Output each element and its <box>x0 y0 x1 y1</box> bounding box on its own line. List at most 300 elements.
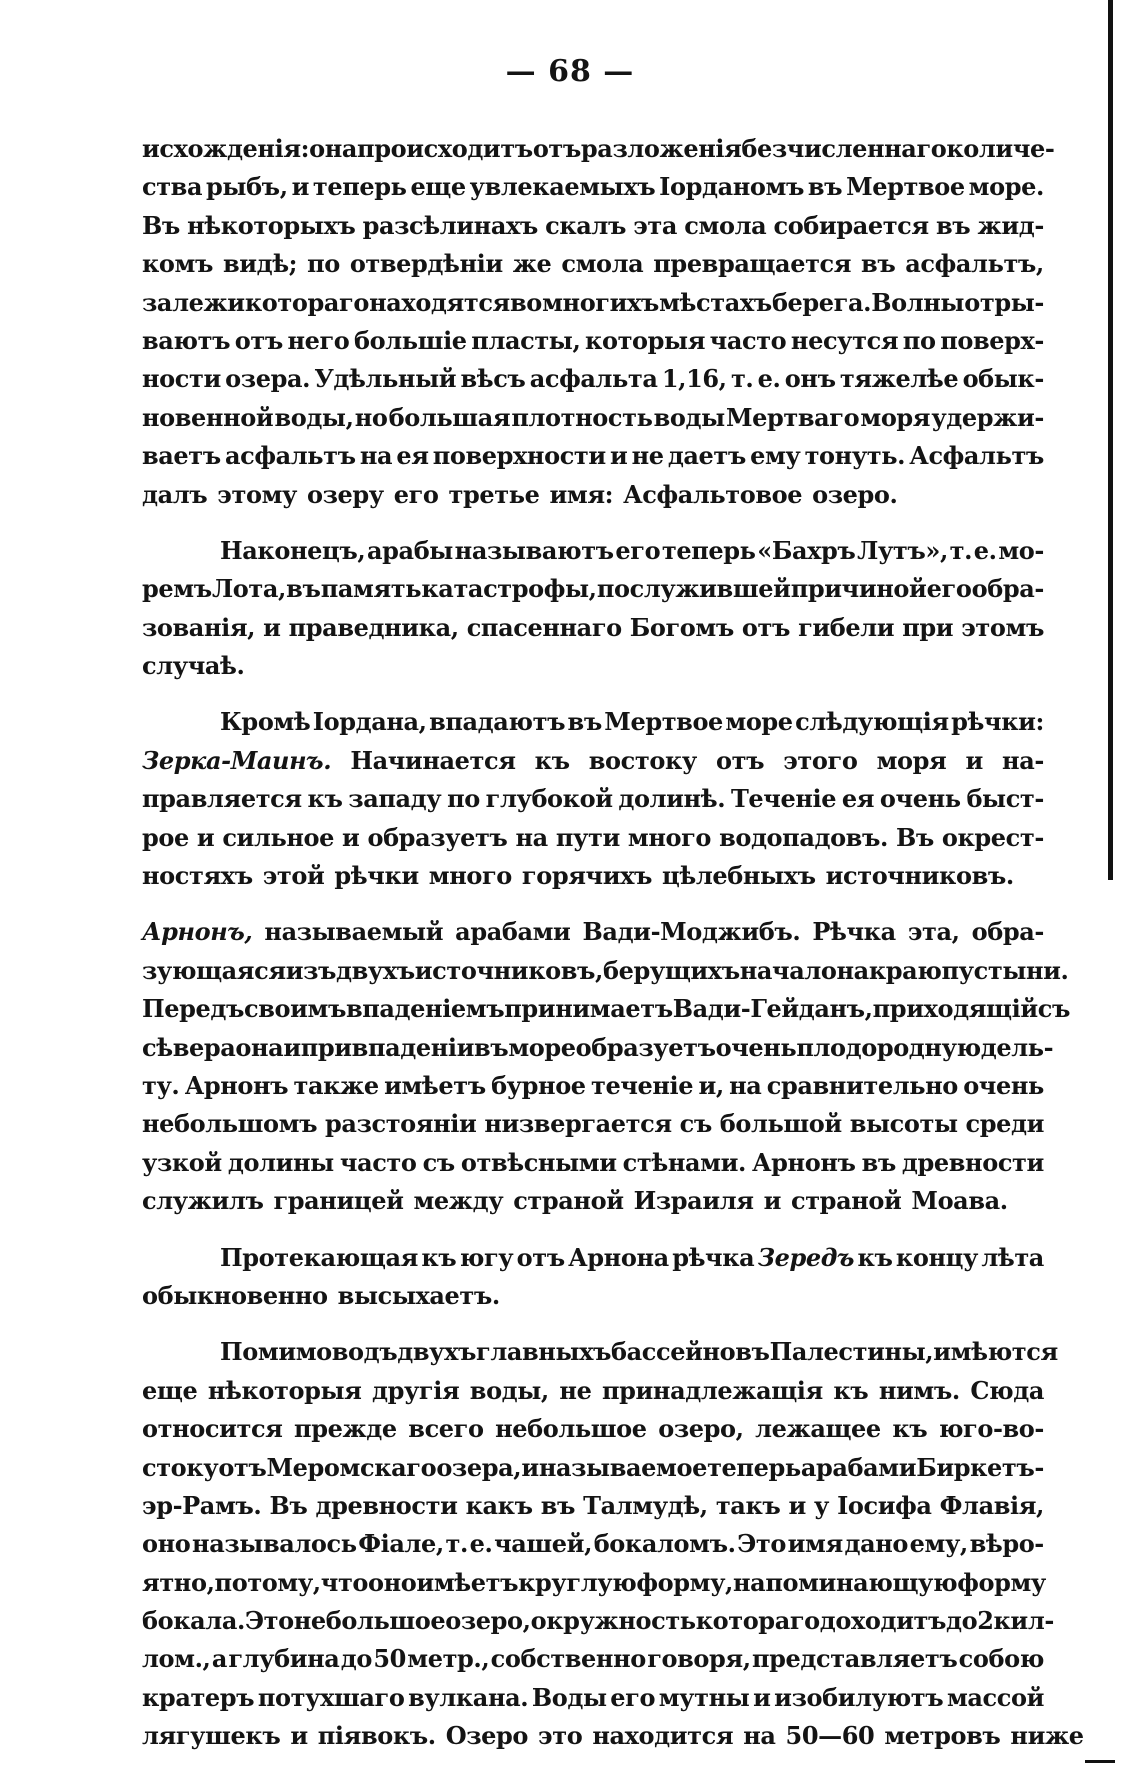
word: стоку <box>142 1452 219 1482</box>
word: низвергается <box>484 1109 672 1139</box>
word: и <box>342 822 360 852</box>
word: она <box>309 134 358 163</box>
text-line <box>142 1525 1044 1563</box>
word: дано <box>844 1529 908 1559</box>
word: Іосифа <box>837 1490 932 1520</box>
word: Озеро <box>445 1721 529 1751</box>
word: его <box>393 479 439 509</box>
text-line <box>142 476 1044 514</box>
word: сѣвера <box>142 1032 236 1062</box>
word: вѣро- <box>969 1529 1044 1559</box>
word: и, <box>698 1070 724 1100</box>
word: плодородную <box>796 1032 981 1062</box>
word: и <box>753 1682 771 1712</box>
word: древности <box>901 1147 1044 1177</box>
word: круглую <box>518 1567 637 1597</box>
word: по <box>447 784 480 814</box>
word: высыхаетъ. <box>337 1280 500 1310</box>
word: море <box>725 707 793 737</box>
word: источниковъ. <box>825 861 1014 891</box>
word: 2 <box>977 1606 994 1636</box>
word: несутся <box>790 325 899 355</box>
word: слѣдующія <box>795 707 949 737</box>
word: 50 <box>373 1644 406 1674</box>
word: бассейновъ <box>611 1337 770 1367</box>
word: моря <box>860 402 931 432</box>
word: Зерка-Маинъ. <box>142 745 332 775</box>
word: берущихъ <box>603 955 740 985</box>
word: къ <box>833 1375 869 1405</box>
word: впаденіи <box>351 1032 475 1062</box>
word: Мертваго <box>725 402 860 432</box>
word: Меромскаго <box>266 1452 437 1482</box>
text-line <box>142 1105 1044 1143</box>
word: часто <box>339 1147 417 1177</box>
word: до <box>945 1606 978 1636</box>
word: и <box>763 1186 781 1216</box>
word: Мертвое <box>604 707 723 737</box>
word: на <box>359 441 393 471</box>
word: всего <box>408 1414 484 1444</box>
word: прежде <box>294 1414 397 1444</box>
word: узкой <box>142 1147 222 1177</box>
word: въ <box>540 1490 576 1520</box>
word: его <box>610 1682 656 1712</box>
word: находится <box>592 1721 734 1751</box>
word: къ <box>534 745 570 775</box>
word: и <box>609 441 628 471</box>
word: многихъ <box>542 287 659 317</box>
word: Іорданомъ <box>659 172 804 202</box>
word: впаденіемъ <box>345 994 505 1024</box>
word: западу <box>348 784 442 814</box>
word: Талмудѣ, <box>583 1490 708 1520</box>
word: Моава. <box>911 1186 1008 1216</box>
word: Помимо <box>220 1337 332 1367</box>
word: называютъ <box>454 535 614 565</box>
word: въ <box>861 1147 896 1177</box>
word: много <box>627 822 712 852</box>
word: Биркетъ- <box>916 1452 1044 1482</box>
word: Теченіе <box>730 784 837 814</box>
word: ремъ <box>142 574 212 604</box>
text-line <box>142 1182 1044 1220</box>
word: смола <box>684 210 767 240</box>
text-line <box>142 245 1044 283</box>
word: нѣкоторыхъ <box>187 210 356 240</box>
word: къ <box>857 1242 893 1272</box>
word: превращается <box>653 249 852 279</box>
word: арабами <box>455 917 571 947</box>
word: называемый <box>264 917 444 947</box>
text-line <box>142 1067 1044 1105</box>
word: тяжелѣе <box>839 364 959 394</box>
word: Арнона <box>568 1242 669 1272</box>
word: лежащее <box>755 1414 881 1444</box>
word: съ <box>422 1147 455 1177</box>
word: представляетъ <box>752 1644 958 1674</box>
word: Асфальтовое <box>623 479 803 509</box>
word: ту. <box>142 1070 180 1100</box>
word: юго-во- <box>938 1414 1044 1444</box>
word: у <box>814 1490 829 1520</box>
word: главныхъ <box>476 1337 612 1367</box>
word: имя <box>787 1529 843 1559</box>
word: залежи <box>142 287 245 317</box>
word: и <box>291 172 309 202</box>
word: ниже <box>1010 1721 1084 1751</box>
word: котораго <box>695 1606 820 1636</box>
word: Воды <box>531 1682 607 1712</box>
word: водъ <box>331 1337 398 1367</box>
word: называемое <box>538 1452 707 1482</box>
word: Іордана, <box>312 707 427 737</box>
text-line <box>142 1239 1044 1277</box>
word: небольшое <box>293 1606 446 1636</box>
word: и <box>521 1452 539 1482</box>
word: лягушекъ <box>142 1721 281 1751</box>
word: озера, <box>436 1452 522 1482</box>
word: спасеннаго <box>466 612 622 642</box>
word: Арнонъ <box>184 1070 289 1100</box>
word: Наконецъ, <box>220 535 366 565</box>
word: мутны <box>658 1682 750 1712</box>
word: это <box>538 1721 583 1751</box>
text-line <box>142 399 1044 437</box>
word: потому, <box>214 1567 321 1597</box>
text-line <box>142 1333 1058 1371</box>
paragraph-gap <box>142 1221 1044 1239</box>
word: Вади-Гейданъ, <box>672 994 873 1024</box>
word: теперь <box>661 535 756 565</box>
word: бокала. <box>142 1606 245 1636</box>
word: Это <box>244 1606 294 1636</box>
word: лѣта <box>981 1242 1044 1272</box>
word: «Бахръ <box>757 535 856 565</box>
word: лом., <box>142 1644 211 1674</box>
word: Израиля <box>633 1186 754 1216</box>
word: обыкновенно <box>142 1280 328 1310</box>
word: ностяхъ <box>142 861 253 891</box>
text-line <box>142 322 1044 360</box>
word: Это <box>737 1529 786 1559</box>
word: форму <box>957 1567 1046 1597</box>
word: въ <box>286 574 321 604</box>
word: метровъ <box>884 1721 1001 1751</box>
word: образуетъ <box>367 822 508 852</box>
word: до <box>340 1644 372 1674</box>
word: тонуть. <box>804 441 906 471</box>
text-line <box>142 742 1044 780</box>
word: Волны <box>871 287 965 317</box>
word: бокаломъ. <box>593 1529 736 1559</box>
word: правляется <box>142 784 302 814</box>
word: праведника, <box>288 612 459 642</box>
word: отвѣсными <box>460 1147 617 1177</box>
word: удержи- <box>931 402 1044 432</box>
word: далъ <box>142 479 208 509</box>
text-line <box>142 1679 1044 1717</box>
word: какъ <box>465 1490 533 1520</box>
word: Въ <box>269 1490 308 1520</box>
text-line <box>142 990 1070 1028</box>
word: оно <box>368 1567 417 1597</box>
word: причиной <box>790 574 927 604</box>
text-line <box>142 1372 1044 1410</box>
word: такъ <box>715 1490 781 1520</box>
word: съ <box>1037 994 1070 1024</box>
word: теченіе <box>591 1070 694 1100</box>
word: море <box>508 1032 576 1062</box>
word: Въ <box>895 822 934 852</box>
word: глубокой <box>485 784 613 814</box>
word: рыбъ, <box>206 172 288 202</box>
word: кратеръ <box>142 1682 255 1712</box>
text-line <box>142 1487 1044 1525</box>
word: называлось <box>192 1529 357 1559</box>
word: изобилуютъ <box>774 1682 944 1712</box>
word: отвердѣніи <box>349 249 503 279</box>
word: большой <box>719 1109 842 1139</box>
word: собирается <box>773 210 929 240</box>
word: онъ <box>784 364 836 394</box>
text-line <box>142 857 1044 895</box>
word: на- <box>1002 745 1044 775</box>
word: которыя <box>585 325 706 355</box>
word: эта <box>633 210 678 240</box>
text-line <box>142 168 1044 206</box>
word: этомъ <box>961 612 1044 642</box>
word: воды, <box>274 402 354 432</box>
word: Зередъ <box>757 1242 855 1272</box>
word: отъ <box>218 1452 267 1482</box>
paragraph-gap <box>142 685 1044 703</box>
word: страной <box>791 1186 902 1216</box>
word: Лота, <box>211 574 286 604</box>
body-text <box>142 130 1084 1756</box>
word: мѣстахъ <box>659 287 772 317</box>
word: при <box>300 1032 352 1062</box>
word: своимъ <box>244 994 346 1024</box>
word: границей <box>273 1186 404 1216</box>
word: Арнонъ <box>752 1147 856 1177</box>
word: пустыни. <box>941 955 1069 985</box>
word: Фіале, <box>358 1529 444 1559</box>
word: послужившей <box>596 574 791 604</box>
word: исхожденія: <box>142 134 310 163</box>
word: большая <box>388 402 511 432</box>
word: количе- <box>946 134 1055 163</box>
word: въ <box>474 1032 509 1062</box>
word: не <box>631 441 664 471</box>
word: этой <box>262 861 325 891</box>
word: увлекаемыхъ <box>469 172 656 202</box>
word: Палестины, <box>769 1337 934 1367</box>
word: а <box>211 1644 227 1674</box>
word: впадаютъ <box>429 707 566 737</box>
word: концу <box>895 1242 978 1272</box>
word: Начинается <box>350 745 516 775</box>
word: и <box>290 1721 308 1751</box>
word: имѣетъ <box>384 1070 486 1100</box>
word: она <box>235 1032 284 1062</box>
word: стѣнами. <box>622 1147 746 1177</box>
word: ятно, <box>142 1567 215 1597</box>
word: этому <box>217 479 297 509</box>
word: пласты, <box>471 325 581 355</box>
word: же <box>512 249 552 279</box>
word: большіе <box>354 325 467 355</box>
word: асфальта <box>529 364 658 394</box>
word: находятся <box>369 287 510 317</box>
text-line <box>142 913 1044 951</box>
paragraph-gap <box>142 1315 1044 1333</box>
word: Мертвое <box>846 172 965 202</box>
word: скалъ <box>545 210 626 240</box>
word: ему <box>750 441 801 471</box>
word: потухшаго <box>257 1682 405 1712</box>
word: собственно <box>490 1644 646 1674</box>
word: говоря, <box>647 1644 751 1674</box>
word: обра- <box>971 574 1044 604</box>
word: во <box>510 287 542 317</box>
word: съ <box>679 1109 712 1139</box>
word: новенной <box>142 402 274 432</box>
word: источниковъ, <box>414 955 603 985</box>
word: нимъ. <box>878 1375 960 1405</box>
text-line <box>142 570 1044 608</box>
word: ности <box>142 364 221 394</box>
word: рѣчки: <box>951 707 1044 737</box>
word: изъ <box>285 955 337 985</box>
word: небольшое <box>495 1414 647 1444</box>
word: образуетъ <box>575 1032 716 1062</box>
word: имя: <box>549 479 614 509</box>
word: кил- <box>993 1606 1054 1636</box>
word: 50—60 <box>785 1721 875 1751</box>
text-line <box>142 819 1044 857</box>
word: напоминающую <box>733 1567 958 1597</box>
text-line <box>142 1564 1044 1602</box>
text-line <box>142 207 1044 245</box>
text-line <box>142 532 1044 570</box>
word: Флавія, <box>939 1490 1044 1520</box>
word: отъ <box>741 612 791 642</box>
word: разложенія <box>580 134 742 163</box>
word: очень <box>879 784 961 814</box>
word: моря <box>876 745 947 775</box>
word: озеро. <box>812 479 898 509</box>
word: массой <box>946 1682 1044 1712</box>
word: древности <box>315 1490 458 1520</box>
word: въ <box>567 707 602 737</box>
word: зующаяся <box>142 955 286 985</box>
word: эта, <box>907 917 960 947</box>
word: бурное <box>491 1070 586 1100</box>
text-line <box>142 130 1055 168</box>
text-line <box>142 952 1069 990</box>
word: Арнонъ, <box>142 917 253 947</box>
word: при <box>902 612 954 642</box>
word: краю <box>868 955 942 985</box>
word: озеру <box>307 479 384 509</box>
word: цѣлебныхъ <box>662 861 816 891</box>
word: катастрофы, <box>421 574 597 604</box>
word: теперь <box>707 1452 801 1482</box>
word: къ <box>421 1242 457 1272</box>
word: долины <box>227 1147 334 1177</box>
word: озеро, <box>658 1414 744 1444</box>
word: Удѣльный <box>314 364 457 394</box>
word: приходящій <box>872 994 1038 1024</box>
word: служилъ <box>142 1186 264 1216</box>
word: арабы <box>367 535 453 565</box>
word: мо- <box>998 535 1044 565</box>
word: 1,16, <box>661 364 727 394</box>
word: Сюда <box>970 1375 1044 1405</box>
word: отъ <box>234 325 283 355</box>
paragraph-gap <box>142 514 1044 532</box>
word: по <box>307 249 340 279</box>
word: страной <box>513 1186 624 1216</box>
text-line <box>142 1144 1044 1182</box>
word: и <box>263 612 281 642</box>
word: и <box>788 1490 806 1520</box>
word: Асфальтъ <box>909 441 1044 471</box>
word: не <box>559 1375 592 1405</box>
scan-edge-line <box>1108 0 1113 880</box>
word: собою <box>958 1644 1044 1674</box>
word: быст- <box>966 784 1044 814</box>
text-line <box>142 1410 1044 1448</box>
word: безчисленнаго <box>741 134 947 163</box>
word: случаѣ. <box>142 651 245 681</box>
word: него <box>287 325 350 355</box>
word: относится <box>142 1414 283 1444</box>
word: его <box>926 574 972 604</box>
word: Передъ <box>142 994 244 1024</box>
word: Вади-Моджибъ. <box>582 917 801 947</box>
word: плотность <box>511 402 653 432</box>
word: оно <box>142 1529 191 1559</box>
word: ваетъ <box>142 441 221 471</box>
word: котораго <box>244 287 369 317</box>
text-line <box>142 1029 1054 1067</box>
word: т. <box>730 364 754 394</box>
word: рѣчки <box>334 861 419 891</box>
word: обык- <box>962 364 1044 394</box>
word: двухъ <box>336 955 415 985</box>
word: дель- <box>980 1032 1054 1062</box>
word: теперь <box>312 172 407 202</box>
word: вѣсъ <box>460 364 526 394</box>
word: очень <box>963 1070 1044 1100</box>
word: воды, <box>469 1375 549 1405</box>
text-line <box>142 609 1044 647</box>
word: еще <box>142 1375 198 1405</box>
text-line <box>142 647 1044 685</box>
word: эр-Рамъ. <box>142 1490 262 1520</box>
word: югу <box>459 1242 514 1272</box>
word: часто <box>709 325 787 355</box>
word: сильное <box>222 822 334 852</box>
word: е. <box>973 535 997 565</box>
word: долинѣ. <box>618 784 726 814</box>
word: нѣкоторыя <box>207 1375 362 1405</box>
word: на <box>515 822 548 852</box>
word: но <box>354 402 388 432</box>
word: происходитъ <box>357 134 533 163</box>
